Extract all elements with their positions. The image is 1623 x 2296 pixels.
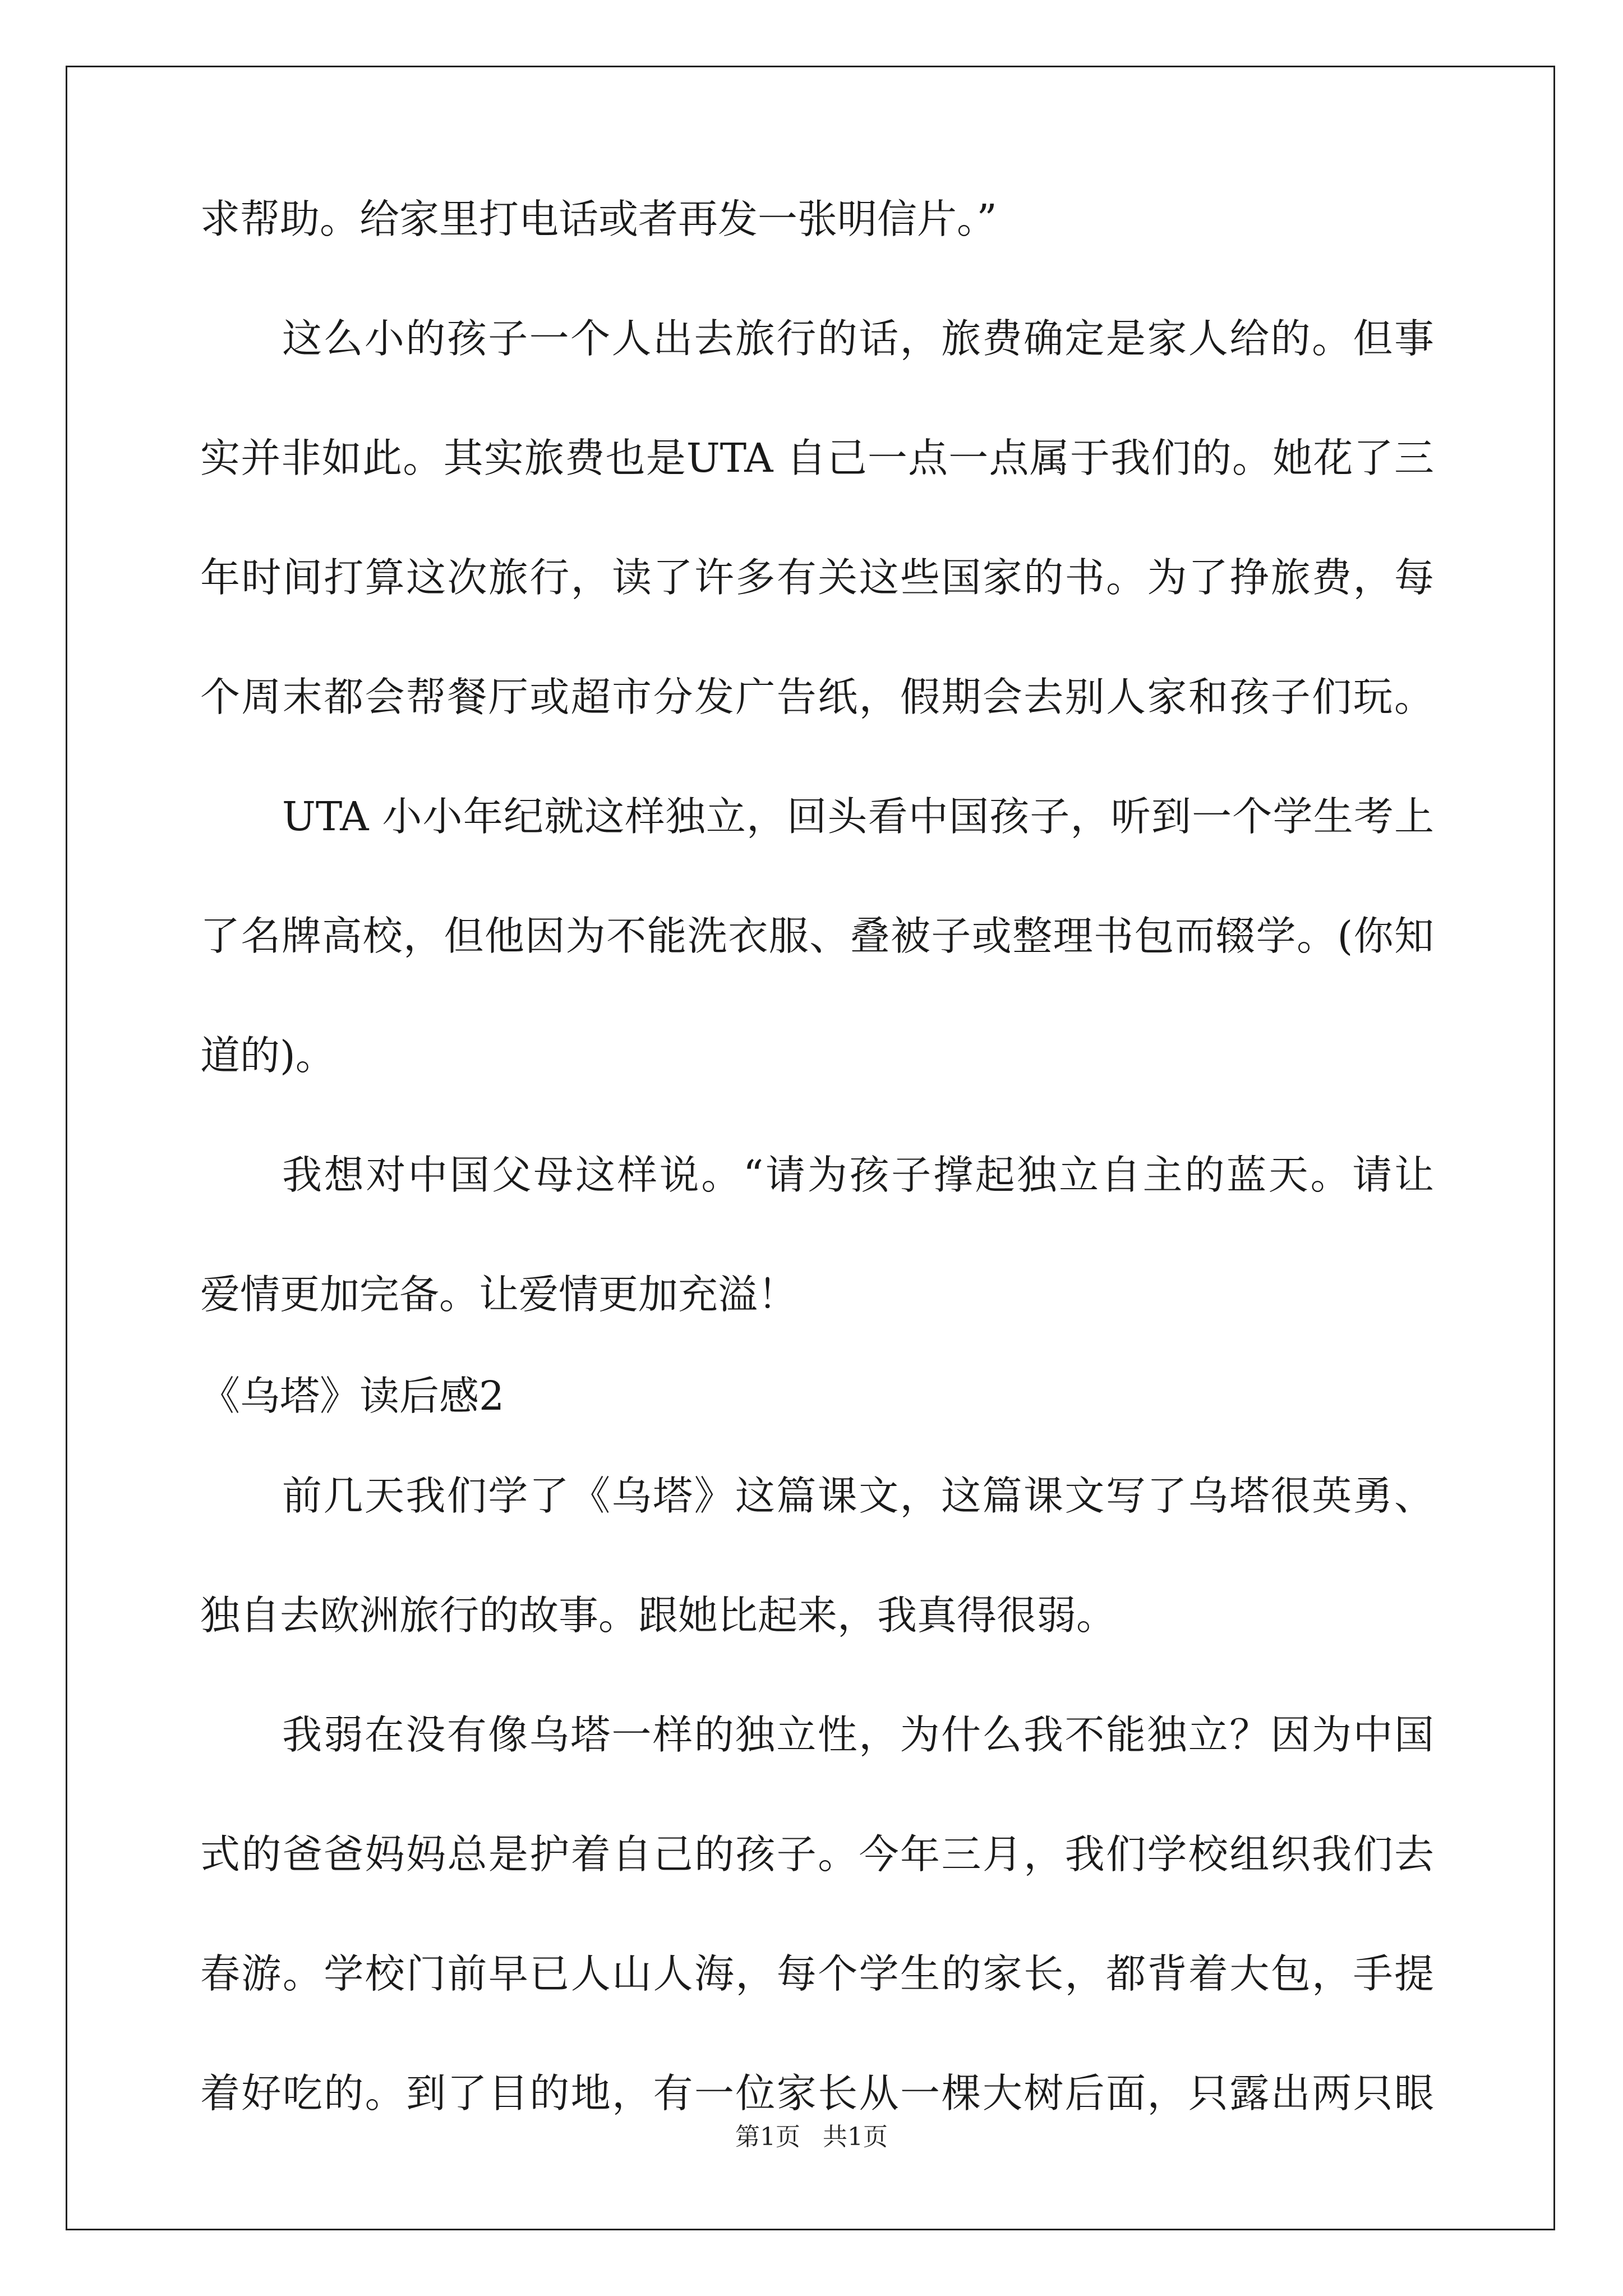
section-heading: 《乌塔》读后感2 (200, 1373, 505, 1419)
text-line: 独自去欧洲旅行的故事。跟她比起来，我真得很弱。 (200, 1592, 1117, 1639)
paragraph-start-line: 我弱在没有像乌塔一样的独立性，为什么我不能独立？因为中国 (282, 1711, 1434, 1758)
text-line: 爱情更加完备。让爱情更加充溢！ (200, 1271, 798, 1318)
paragraph-start-line: 我想对中国父母这样说。“请为孩子撑起独立自主的蓝天。请让 (282, 1152, 1434, 1198)
text-line: 了名牌高校，但他因为不能洗衣服、叠被子或整理书包而辍学。(你知 (200, 913, 1434, 959)
page-footer (0, 2116, 1623, 2152)
page-number-total: 共1页 (823, 2123, 888, 2151)
page-border (66, 66, 1555, 2230)
text-line: 求帮助。给家里打电话或者再发一张明信片。” (200, 196, 997, 242)
paragraph-start-line: 前几天我们学了《乌塔》这篇课文，这篇课文写了乌塔很英勇、 (282, 1473, 1434, 1519)
paragraph-start-line: UTA 小小年纪就这样独立，回头看中国孩子，听到一个学生考上 (282, 793, 1434, 840)
text-line: 实并非如此。其实旅费也是UTA 自己一点一点属于我们的。她花了三 (200, 435, 1434, 481)
text-line: 道的)。 (200, 1032, 335, 1079)
page-number-current: 第1页 (735, 2123, 800, 2151)
text-line: 个周末都会帮餐厅或超市分发广告纸，假期会去别人家和孩子们玩。 (200, 674, 1434, 720)
text-line: 年时间打算这次旅行，读了许多有关这些国家的书。为了挣旅费，每 (200, 554, 1434, 601)
text-line: 式的爸爸妈妈总是护着自己的孩子。今年三月，我们学校组织我们去 (200, 1831, 1434, 1878)
paragraph-start-line: 这么小的孩子一个人出去旅行的话，旅费确定是家人给的。但事 (282, 315, 1434, 362)
text-line: 着好吃的。到了目的地，有一位家长从一棵大树后面，只露出两只眼 (200, 2070, 1434, 2116)
text-line: 春游。学校门前早已人山人海，每个学生的家长，都背着大包，手提 (200, 1950, 1434, 1997)
